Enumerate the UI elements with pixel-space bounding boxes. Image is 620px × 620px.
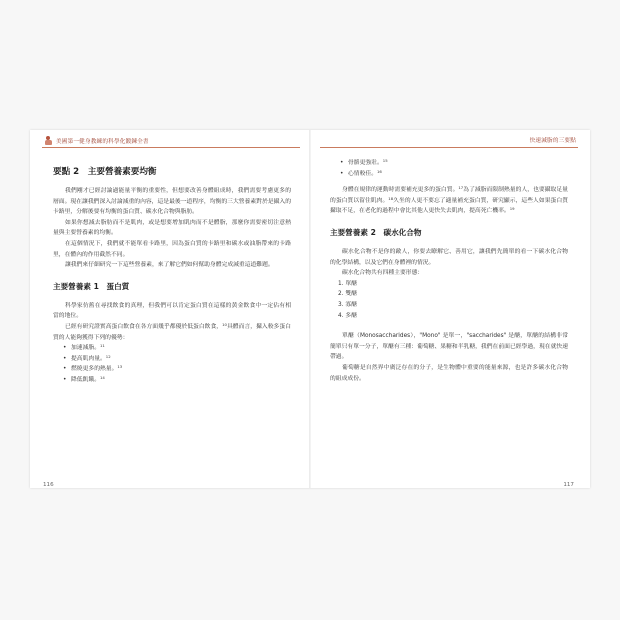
citation-ref: 10 <box>222 321 227 327</box>
left-header-rule <box>42 147 300 148</box>
list-item: • 心情較佳。$^{16}$ <box>340 169 568 180</box>
right-header-rule <box>320 147 578 148</box>
protein-benefits-list-continued <box>330 158 568 179</box>
intro-paragraph-3: 在這個情況下，我們就不能單看卡路里，因為蛋白質的卡路里和碳水或油脂帶來的卡路里，在體內的作用截然不同。 <box>53 240 291 258</box>
carb-paragraph-1: 碳水化合物不是你的敵人，你要去瞭解它、善用它，讓我們先簡單的看一下碳水化合物的化學結構，以及它們在身體裡的情況。 <box>330 248 568 266</box>
carb-types-list <box>330 279 568 321</box>
right-page-number: 117 <box>563 482 574 488</box>
left-page-column <box>53 166 291 386</box>
book-spread <box>30 130 590 488</box>
left-header-title: 美國第一健身教練的科學化鍛鍊全書 <box>56 138 149 145</box>
intro-paragraph-1: 我們剛才已經討論過能量平衡的重要性，但想要改善身體組成時，我們需要考慮更多的層面。現在讓我們深入討論減重的內容，這是最後一道程序，均衡的三大營養素對於是攝入的卡路里，分解後要有均衡的蛋白質、碳水化合物與脂肪。 <box>53 188 291 216</box>
protein-paragraph-2: 已經有研究證實高蛋白飲食在各方面幾乎都優於低蛋白飲食，$^{10}$具體而言，攝入較多蛋白質的人能夠獲得下列的優勢： <box>53 321 291 341</box>
list-item: 3. 寡醣 <box>338 301 357 308</box>
mono-paragraph-1: 單醣（Monosaccharides），"Mono" 是單一，"saccharides" 是醣，單醣的結構非常簡單只有單一分子，單醣有三種：葡萄糖、果糖和半乳糖，我們在前面已經學過，現在就快速帶過。 <box>330 333 568 361</box>
list-item: • 燃燒更多的熱量。$^{13}$ <box>63 364 291 375</box>
list-item: 4. 多醣 <box>338 312 357 319</box>
carb-paragraph-2: 碳水化合物共有四種主要形態： <box>342 270 424 277</box>
protein-paragraph-1: 科學家仿舊在尋找飲食的真理，但我們可以肯定蛋白質在這樣的黃金飲食中一定佔有相當的地位。 <box>53 302 291 320</box>
mono-paragraph-2: 葡萄糖是自然界中廣泛存在的分子，是生物體中重要的能量來源，也是許多碳水化合物的組成成份。 <box>330 364 568 382</box>
person-logo-icon <box>44 136 53 145</box>
protein-subheading: 主要營養素 1 蛋白質 <box>53 281 130 291</box>
book-gutter <box>309 130 311 488</box>
list-item: • 骨骼更強壯。$^{15}$ <box>340 158 568 169</box>
section-heading: 要點 2 主要營養素要均衡 <box>53 167 157 177</box>
right-page-column <box>330 158 568 384</box>
protein-benefits-list <box>53 343 291 385</box>
list-item: • 降低飢餓。$^{14}$ <box>63 375 291 386</box>
right-header-title: 快速減脂的三要點 <box>529 138 576 144</box>
left-running-header <box>44 136 149 145</box>
list-item: • 加速減脂。$^{11}$ <box>63 343 291 354</box>
list-item: • 提高肌肉量。$^{12}$ <box>63 354 291 365</box>
intro-paragraph-2: 如果你想減去脂肪而不是肌肉，或是想要增加肌肉而不是體脂，那麼你需要密切注意熱量與主要營養素的均衡。 <box>53 219 291 237</box>
list-item: 1. 單醣 <box>338 280 357 287</box>
intro-paragraph-4: 讓我們來仔細研究一下這些營養素，來了解它們如何幫助身體完成減重這道難題。 <box>65 262 274 269</box>
right-running-header <box>530 136 576 144</box>
carb-subheading: 主要營養素 2 碳水化合物 <box>330 227 422 237</box>
protein-more-paragraph: 身體在規律的運動時需要補充更多的蛋白質。$^{17}$為了減脂而限制熱量的人，也要攝取足量的蛋白質以留住肌肉。$^{18}$久坐的人更不要忘了適量補充蛋白質，研究顯示，這些人如果蛋白質攝取不足，在老化的過程中會比其他人更快失去肌肉，提高死亡機率。$^{19}$ <box>330 185 568 215</box>
list-item: 2. 雙醣 <box>338 291 357 298</box>
left-page-number: 116 <box>43 482 54 488</box>
